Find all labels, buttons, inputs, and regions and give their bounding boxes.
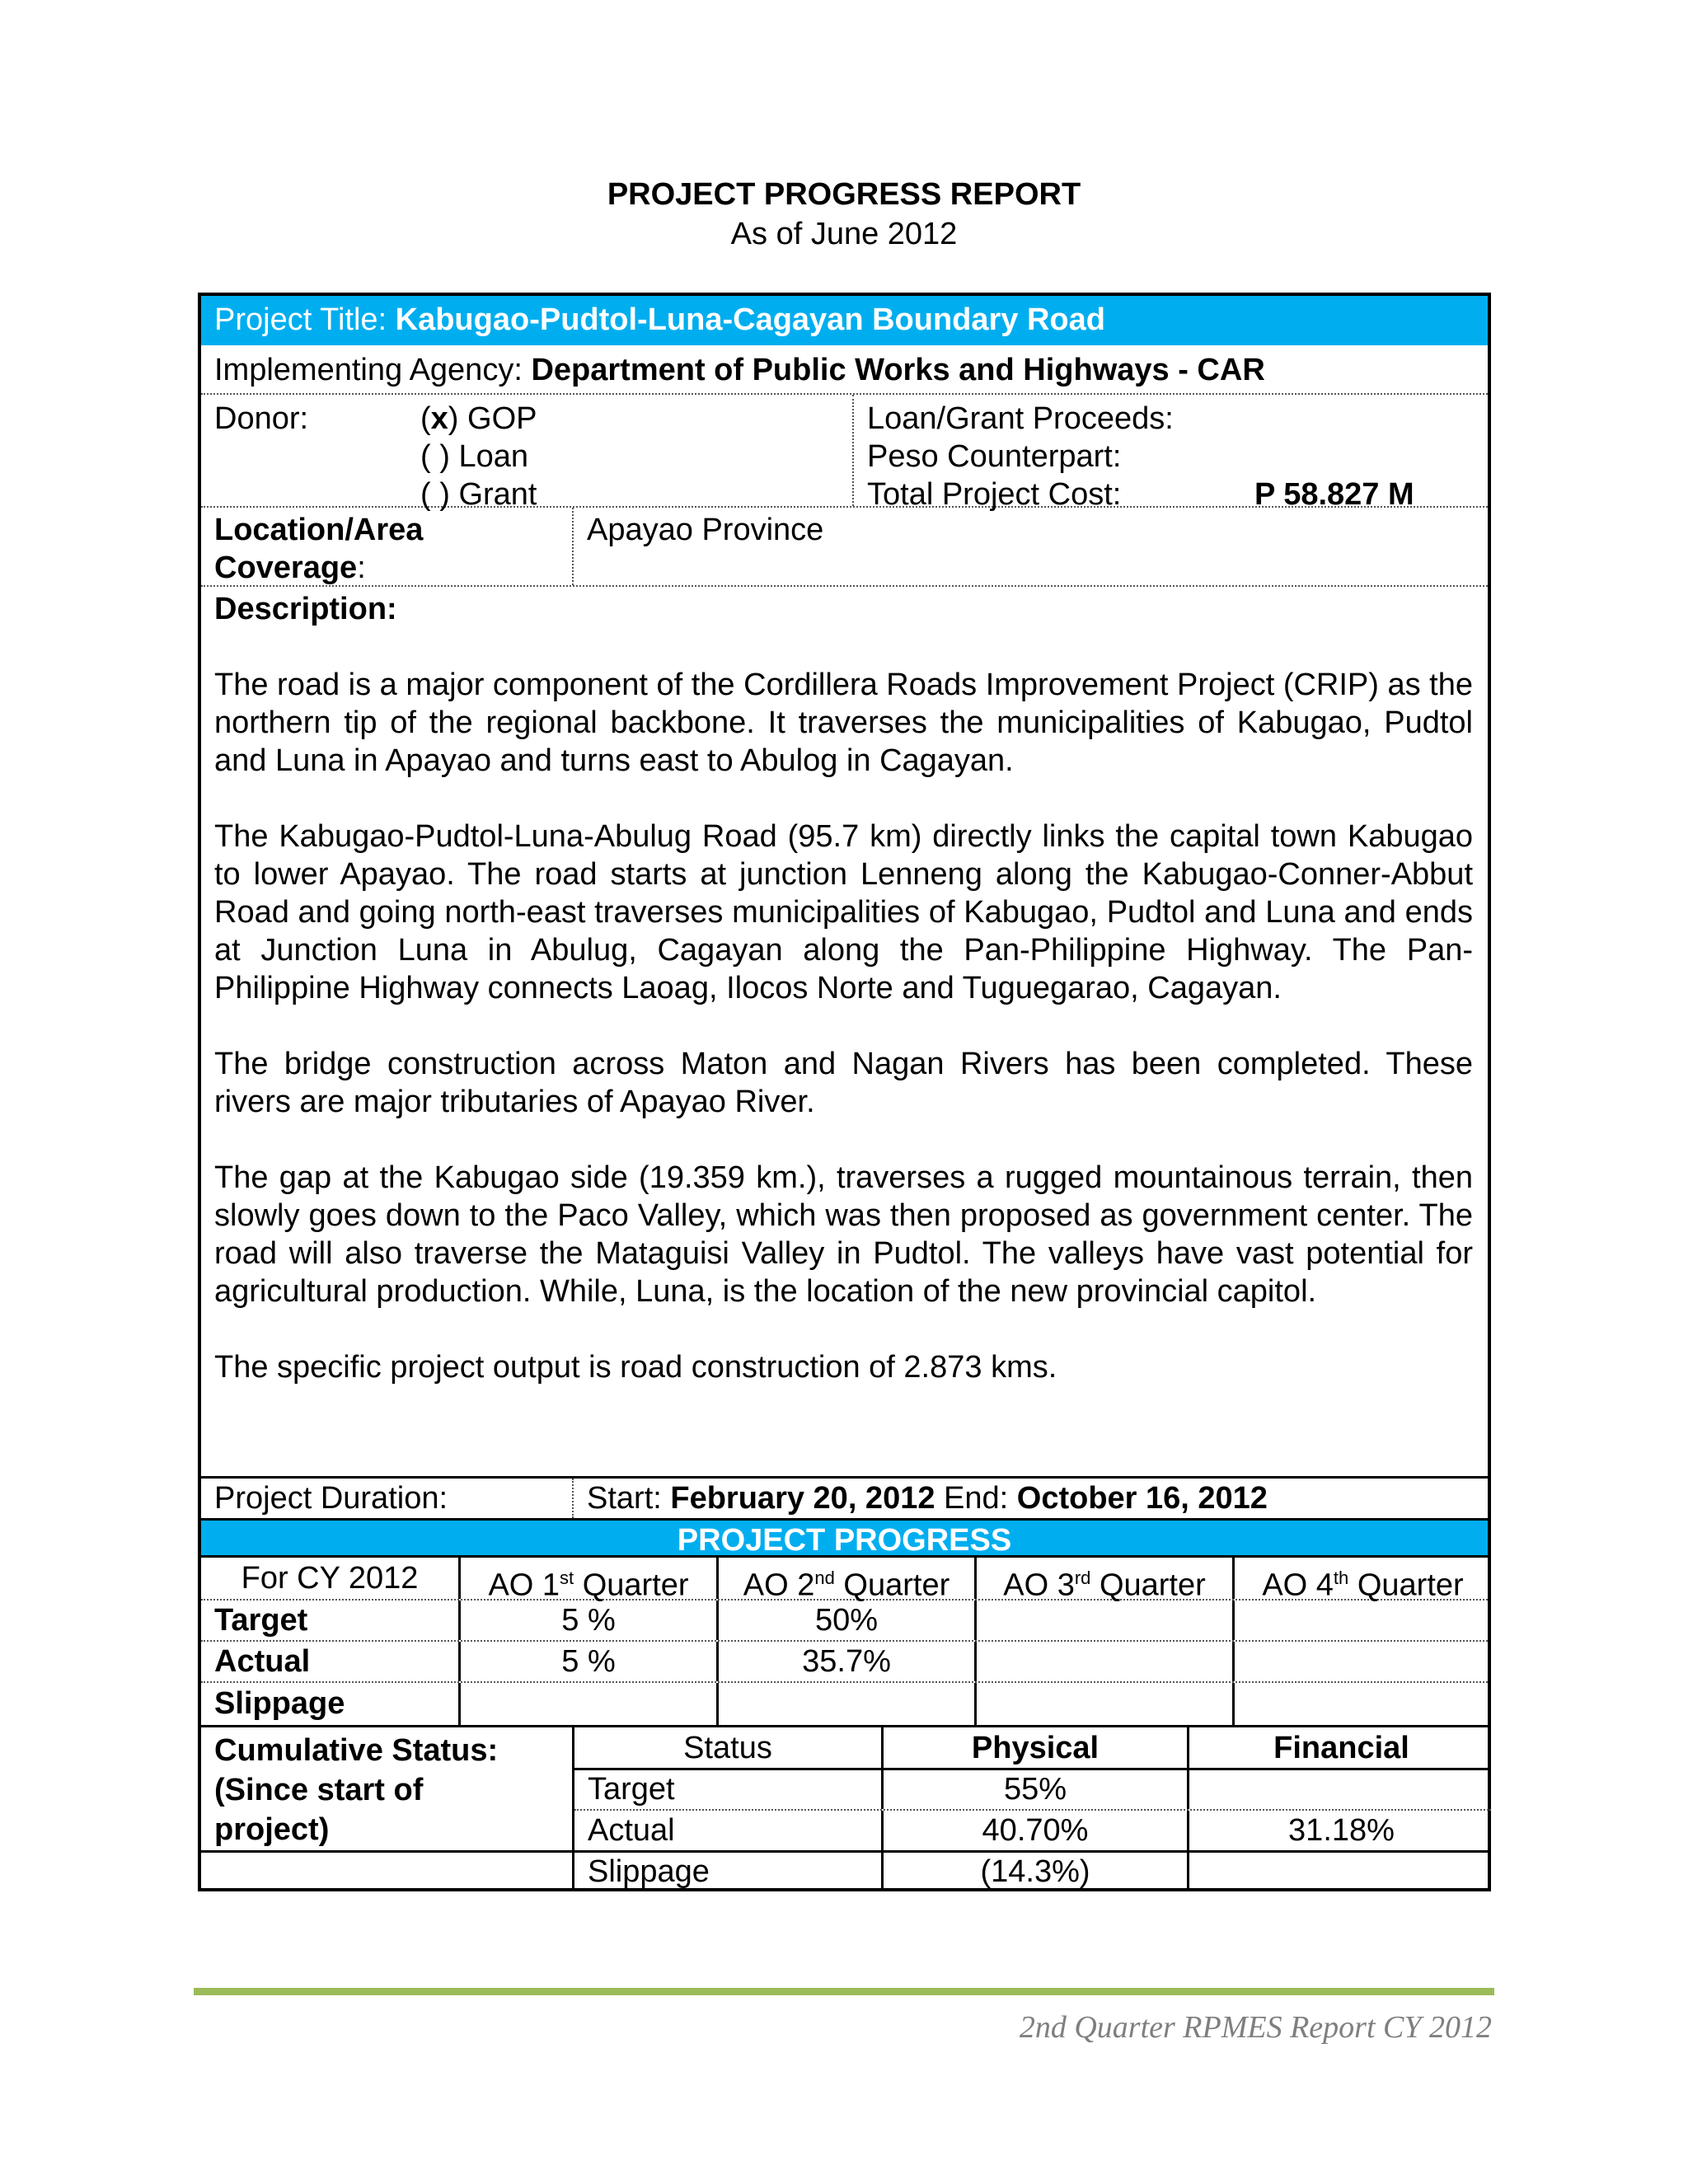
q-sup: nd [814, 1568, 835, 1588]
report-subtitle: As of June 2012 [730, 217, 958, 251]
quarter-header [458, 1558, 716, 1603]
end-date: October 16, 2012 [1016, 1481, 1268, 1516]
location-label: Location/Area [214, 513, 424, 547]
q-num: 4 [1315, 1568, 1334, 1603]
physical-value: 40.70% [881, 1811, 1187, 1850]
q-suffix: Quarter [1348, 1568, 1464, 1603]
duration-label: Project Duration: [214, 1481, 448, 1516]
q2-actual: 35.7% [716, 1642, 974, 1681]
project-title-value: Kabugao-Pudtol-Luna-Cagayan Boundary Road [395, 302, 1105, 337]
agency-value: Department of Public Works and Highways - CAR [531, 353, 1265, 387]
location-row [201, 508, 1488, 587]
cumulative-target-row [574, 1770, 1491, 1811]
agency-label: Implementing Agency: [214, 353, 523, 387]
description-paragraph: The road is a major component of the Cordillera Roads Improvement Project (CRIP) as the northern tip of the regional backbone. It traverses the municipalities of Kabugao, Pudtol and Luna in Apayao and turns east to Abulog in Cagayan. [214, 668, 1473, 778]
cumulative-label-line: project) [214, 1812, 330, 1847]
location-value: Apayao Province [572, 508, 1491, 585]
end-label: End: [944, 1481, 1009, 1516]
cumulative-slippage-row [574, 1853, 1491, 1891]
start-date: February 20, 2012 [670, 1481, 935, 1516]
project-title-row [201, 296, 1488, 345]
q-suffix: Quarter [834, 1568, 950, 1603]
donor-option-label: Loan [458, 439, 528, 474]
cost-cell [852, 395, 1491, 512]
donor-option-label: Grant [458, 477, 537, 512]
donor-option-label: GOP [467, 401, 537, 436]
description-paragraph: The specific project output is road construction of 2.873 kms. [214, 1350, 1057, 1385]
q1-slippage [458, 1683, 716, 1725]
total-cost-label: Total Project Cost: [867, 477, 1122, 512]
q-sup: st [560, 1568, 574, 1588]
q-num: 2 [797, 1568, 815, 1603]
cumulative-label-line: (Since start of [214, 1773, 424, 1807]
status-label: Slippage [588, 1854, 710, 1889]
q-prefix: AO [743, 1568, 798, 1603]
location-label-cell: Location/Area Coverage: [201, 508, 572, 585]
total-cost-value: P 58.827 M [1254, 477, 1414, 512]
project-form [198, 293, 1491, 1891]
q2-target: 50% [716, 1601, 974, 1640]
status-label: Target [588, 1772, 675, 1807]
cumulative-actual-row [574, 1811, 1491, 1853]
target-row [201, 1601, 1488, 1642]
progress-heading: PROJECT PROGRESS [201, 1518, 1488, 1558]
agency-row [201, 345, 1488, 395]
row-label: Slippage [214, 1686, 345, 1721]
q-num: 3 [1057, 1568, 1075, 1603]
description-section [201, 587, 1488, 1479]
description-paragraph: The Kabugao-Pudtol-Luna-Abulug Road (95.7 km) directly links the capital town Kabugao to lower Apayao. The road starts at junction Lenneng along the Kabugao-Conner-Abbut Road and going north-east traverses municipalities of Kabugao, Pudtol and Luna and ends at Junction Luna in Abulug, Cagayan along the Pan-Philippine Highway. The Pan-Philippine Highway connects Laoag, Ilocos Norte and Tuguegarao, Cagayan. [214, 819, 1473, 1005]
donor-label: Donor: [214, 401, 309, 436]
q-sup: th [1333, 1568, 1349, 1588]
q-suffix: Quarter [574, 1568, 689, 1603]
coverage-label: Coverage [214, 551, 358, 585]
report-title: PROJECT PROGRESS REPORT [607, 177, 1081, 212]
footer-text: 2nd Quarter RPMES Report CY 2012 [1019, 2010, 1492, 2045]
financial-header: Financial [1187, 1727, 1493, 1768]
financial-value [1187, 1853, 1493, 1891]
checkbox-mark [431, 477, 440, 512]
actual-row [201, 1642, 1488, 1683]
footer-rule [194, 1988, 1494, 1995]
q4-target [1232, 1601, 1491, 1640]
quarter-header [1232, 1558, 1491, 1603]
donor-option-gop: (x) GOP [420, 401, 537, 436]
q4-actual [1232, 1642, 1491, 1681]
year-label: For CY 2012 [241, 1561, 419, 1596]
duration-row [201, 1479, 1488, 1518]
row-label: Actual [214, 1644, 311, 1679]
cumulative-block [201, 1727, 1488, 1891]
financial-value: 31.18% [1187, 1811, 1493, 1850]
financial-value [1187, 1770, 1493, 1809]
donor-options [420, 400, 537, 513]
donor-option-grant: ( ) Grant [420, 477, 537, 512]
physical-header: Physical [881, 1727, 1187, 1768]
q-prefix: AO [1262, 1568, 1316, 1603]
q-suffix: Quarter [1090, 1568, 1206, 1603]
description-label: Description: [214, 592, 397, 626]
row-label: Target [214, 1603, 308, 1638]
checkbox-mark [431, 439, 440, 474]
cumulative-label [201, 1727, 572, 1853]
q3-actual [974, 1642, 1232, 1681]
q3-slippage [974, 1683, 1232, 1725]
q1-target: 5 % [458, 1601, 716, 1640]
donor-row [201, 395, 1488, 512]
description-paragraph: The gap at the Kabugao side (19.359 km.), traverses a rugged mountainous terrain, then slowly goes down to the Paco Valley, which was then proposed as government center. The road will also traverse the Mataguisi Valley in Pudtol. The valleys have vast potential for agricultural production. While, Luna, is the location of the new provincial capitol. [214, 1160, 1473, 1309]
q-prefix: AO [1003, 1568, 1057, 1603]
cumulative-label-line: Cumulative Status: [214, 1733, 499, 1768]
physical-value: (14.3%) [881, 1853, 1187, 1891]
project-title-label: Project Title: [214, 302, 387, 337]
duration-dates [572, 1479, 1491, 1518]
q-sup: rd [1074, 1568, 1091, 1588]
q3-target [974, 1601, 1232, 1640]
checkbox-mark: x [430, 401, 448, 436]
description-paragraph: The bridge construction across Maton and Nagan Rivers has been completed. These rivers are major tributaries of Apayao River. [214, 1047, 1473, 1119]
cumulative-table [572, 1727, 1491, 1891]
q2-slippage [716, 1683, 974, 1725]
q-num: 1 [542, 1568, 560, 1603]
q4-slippage [1232, 1683, 1491, 1725]
quarter-header-row [201, 1558, 1488, 1601]
q1-actual: 5 % [458, 1642, 716, 1681]
quarter-header [716, 1558, 974, 1603]
proceeds-label: Loan/Grant Proceeds: [867, 401, 1174, 436]
quarter-header [974, 1558, 1232, 1603]
status-label: Actual [588, 1813, 675, 1848]
status-header: Status [683, 1731, 772, 1765]
start-label: Start: [587, 1481, 662, 1516]
slippage-row [201, 1683, 1488, 1727]
donor-option-loan: ( ) Loan [420, 439, 528, 474]
physical-value: 55% [881, 1770, 1187, 1809]
counterpart-label: Peso Counterpart: [867, 439, 1122, 474]
donor-cell [201, 395, 852, 512]
q-prefix: AO [488, 1568, 542, 1603]
cumulative-header-row [574, 1727, 1491, 1770]
